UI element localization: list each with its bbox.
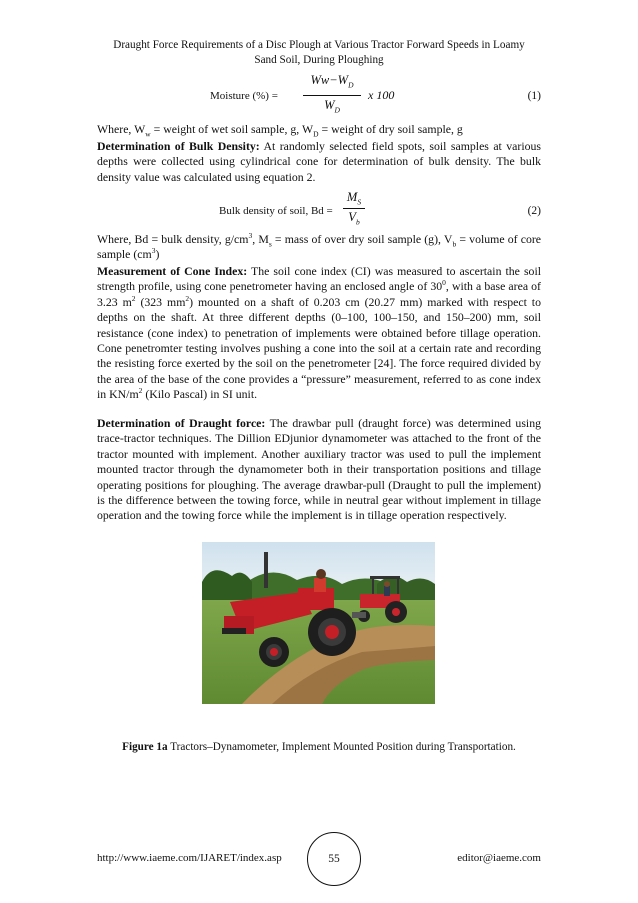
where-line-2 (97, 232, 541, 263)
draught-force-heading: Determination of Draught force: (97, 416, 266, 430)
figure-label: Figure 1a (122, 741, 168, 753)
w2-t1: Where, Bd = bulk density, g/cm (97, 232, 249, 246)
footer-url[interactable]: http://www.iaeme.com/IJARET/index.asp (97, 852, 282, 864)
eq1-num-a: Ww (310, 73, 330, 87)
eq1-den: W (324, 98, 335, 112)
w2-sup1: 3 (248, 231, 253, 241)
running-header (60, 38, 578, 67)
cone-t4: ) mounted on a shaft of 0.203 cm (20.27 mm) marked with respect to depths on the shaft. At three different depths (0–100, 100–150, and 150–200) mm, soil resistance (cone index) to penetration of implements were obtained before tillage operation. Cone penetromter testing involves pushing a cone into the soil at a certain rate and recording the resisting force exerted by the soil on the penetrometer [24]. The force required divided by the area of the base of the cone provides a “pressure” measurement, referred to as cone index in KN/m (97, 294, 541, 402)
equation-1-numerator (303, 73, 361, 88)
footer-email[interactable]: editor@iaeme.com (457, 852, 541, 864)
w2-t4: = volume of core sample (cm (97, 232, 542, 262)
eq2-num: M (346, 190, 358, 204)
header-line-1: Draught Force Requirements of a Disc Plough at Various Tractor Forward Speeds in Loamy (113, 39, 525, 51)
eq1-num-b: W (337, 73, 349, 87)
w2-t2: , M (252, 232, 269, 246)
equation-1-factor (368, 88, 394, 103)
cone-sup1: 0 (442, 278, 446, 288)
figure-caption-text: Tractors–Dynamometer, Implement Mounted Position during Transportation. (167, 741, 516, 753)
bulk-density-paragraph (97, 139, 541, 185)
eq1-num-op: − (329, 73, 338, 87)
equation-2-number: (2) (527, 205, 541, 217)
bulk-density-heading: Determination of Bulk Density: (97, 139, 260, 153)
w2-s1: s (268, 239, 272, 249)
eq2-den: V (348, 210, 356, 224)
w2-s2: b (452, 239, 457, 249)
cone-sup2: 2 (131, 293, 136, 303)
equation-1-label: Moisture (%) = (210, 90, 278, 102)
cone-t2: , with a base area of 3.23 m (97, 279, 541, 309)
eq1-den-sub: D (334, 105, 340, 115)
figure-caption (60, 741, 578, 753)
equation-1-number: (1) (527, 90, 541, 102)
cone-index-paragraph (97, 264, 541, 403)
w2-t3: = mass of over dry soil sample (g), V (271, 232, 453, 246)
equation-1-fraction-bar (303, 95, 361, 96)
cone-t5: (Kilo Pascal) in SI unit. (142, 387, 258, 402)
page-number: 55 (307, 832, 361, 886)
w1-s2: D (313, 129, 319, 139)
w2-sup2: 3 (151, 246, 156, 256)
w1-t3: = weight of dry soil sample, g (318, 122, 463, 136)
cone-t3: (323 mm (135, 294, 186, 309)
cone-sup4: 2 (138, 386, 143, 396)
w1-t2: = weight of wet soil sample, g, W (150, 122, 314, 136)
eq1-factor-text: x 100 (368, 88, 395, 102)
w1-t1: Where, W (97, 122, 146, 136)
cone-t1: The soil cone index (CI) was measured to ascertain the soil strength profile, using cone penetrometer having an enclosed angle of 30 (97, 264, 541, 294)
tractor-photograph (202, 542, 435, 704)
eq1-num-b-sub: D (348, 80, 354, 90)
cone-sup3: 2 (185, 293, 190, 303)
header-line-2: Sand Soil, During Ploughing (254, 53, 384, 66)
where-line-1 (97, 122, 541, 137)
equation-2-numerator (343, 190, 365, 205)
draught-force-paragraph (97, 416, 541, 524)
eq2-den-sub: b (355, 217, 360, 227)
equation-2-fraction-bar (343, 208, 365, 209)
w2-t5: ) (155, 247, 160, 262)
w1-s1: w (145, 129, 151, 139)
draught-force-text: The drawbar pull (draught force) was determined using trace-tractor techniques. The Dillion EDjunior dynamometer was attached to the front of the tractor mounted with implement. Another auxiliary tractor was used to pull the implement mounted tractor through the dynamometer both in their transportation positions and tillage operating positions for ploughing. The average drawbar-pull (Draught to pull the implement) is the difference between the towing force, while in neutral gear without implement in tillage operation and the towing force while the implement is in tillage operation respectively. (97, 416, 542, 523)
bulk-density-text: At randomly selected field spots, soil samples at various depths were collected using cylindrical cone for determination of bulk density. The bulk density value was calculated using equation 2. (97, 139, 541, 184)
tractor-photo-illustration (202, 542, 435, 704)
equation-1-denominator (303, 98, 361, 113)
equation-2-denominator (343, 210, 365, 225)
cone-index-heading: Measurement of Cone Index: (97, 264, 248, 278)
equation-2-label: Bulk density of soil, Bd = (219, 205, 333, 217)
eq2-num-sub: S (357, 197, 362, 207)
